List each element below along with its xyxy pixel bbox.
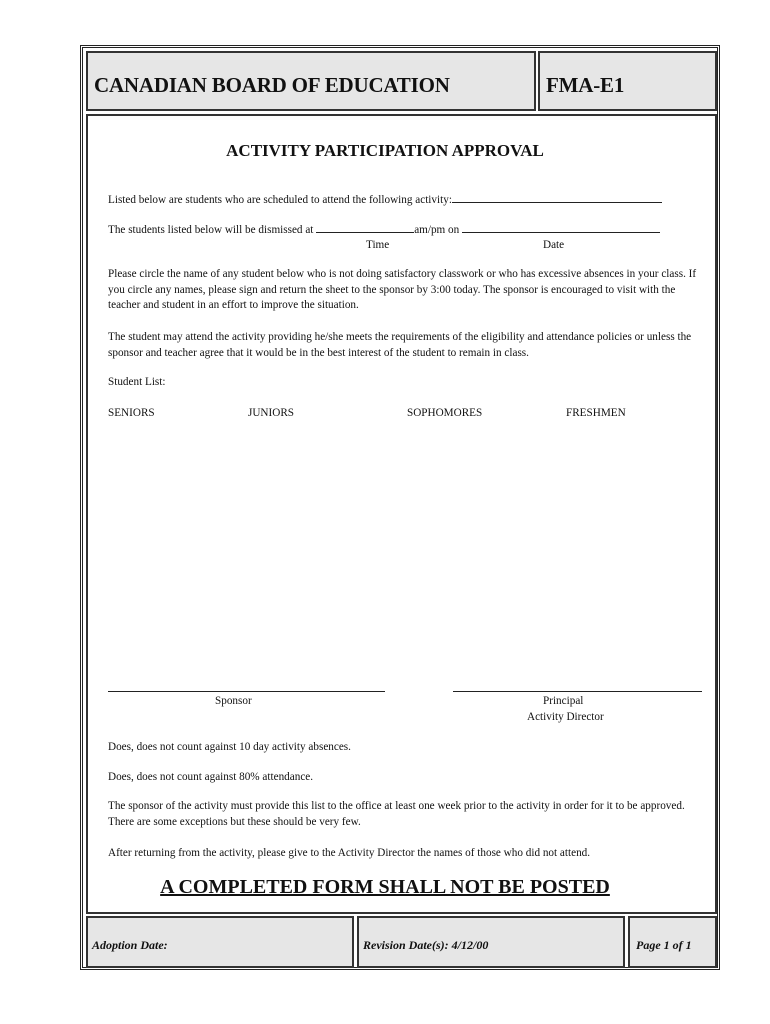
adoption-date-label: Adoption Date: bbox=[92, 938, 168, 952]
time-blank[interactable] bbox=[316, 222, 414, 233]
return-paragraph: After returning from the activity, please give to the Activity Director the names of those who did not attend. bbox=[108, 847, 591, 859]
column-juniors: JUNIORS bbox=[248, 407, 295, 419]
eligibility-paragraph: The student may attend the activity providing he/she meets the requirements of the eligibility and attendance policies or unless the sponsor and teacher agree that it would be in the best interest of the student to remain in class. bbox=[108, 331, 692, 359]
form-frame bbox=[80, 45, 720, 970]
header-form-code-box bbox=[538, 51, 717, 111]
footer-revision-box bbox=[357, 916, 625, 968]
footer-adoption-box bbox=[86, 916, 354, 968]
date-caption: Date bbox=[543, 239, 565, 251]
header-organization-box bbox=[86, 51, 536, 111]
organization-name: CANADIAN BOARD OF EDUCATION bbox=[94, 73, 450, 97]
dismissal-prefix: The students listed below will be dismissed at bbox=[108, 224, 314, 236]
activity-line bbox=[108, 192, 662, 208]
activity-director-label: Activity Director bbox=[527, 711, 604, 723]
column-seniors: SENIORS bbox=[108, 407, 155, 419]
dismissal-ampm: am/pm on bbox=[414, 224, 460, 236]
column-sophomores: SOPHOMORES bbox=[407, 407, 483, 419]
activity-blank[interactable] bbox=[452, 192, 662, 203]
sponsor-signature-line[interactable] bbox=[108, 691, 385, 692]
posting-notice: A COMPLETED FORM SHALL NOT BE POSTED bbox=[160, 876, 610, 898]
date-blank[interactable] bbox=[462, 222, 660, 233]
absences-line: Does, does not count against 10 day activity absences. bbox=[108, 741, 351, 753]
form-title: ACTIVITY PARTICIPATION APPROVAL bbox=[226, 141, 544, 160]
student-list-label: Student List: bbox=[108, 376, 166, 388]
revision-date-label: Revision Date(s): 4/12/00 bbox=[363, 938, 489, 952]
page-number-label: Page 1 of 1 bbox=[636, 938, 692, 952]
sponsor-label: Sponsor bbox=[215, 695, 252, 707]
principal-label: Principal bbox=[543, 695, 584, 707]
activity-line-text: Listed below are students who are scheduled to attend the following activity: bbox=[108, 194, 452, 206]
attendance-line: Does, does not count against 80% attendance. bbox=[108, 771, 314, 783]
sponsor-paragraph: The sponsor of the activity must provide this list to the office at least one week prior to the activity in order for it to be approved. There are some exceptions but these should be very few. bbox=[108, 800, 685, 828]
circle-instructions: Please circle the name of any student below who is not doing satisfactory classwork or who has excessive absences in your class. If you circle any names, please sign and return the sheet to the sponsor by 3:00 today. The sponsor is encouraged to visit with the teacher and student in an effort to improve the situation. bbox=[108, 268, 697, 311]
column-freshmen: FRESHMEN bbox=[566, 407, 626, 419]
time-caption: Time bbox=[366, 239, 390, 251]
footer-page-box bbox=[628, 916, 717, 968]
principal-signature-line[interactable] bbox=[453, 691, 702, 692]
form-code: FMA-E1 bbox=[546, 73, 625, 97]
dismissal-line bbox=[108, 222, 660, 238]
